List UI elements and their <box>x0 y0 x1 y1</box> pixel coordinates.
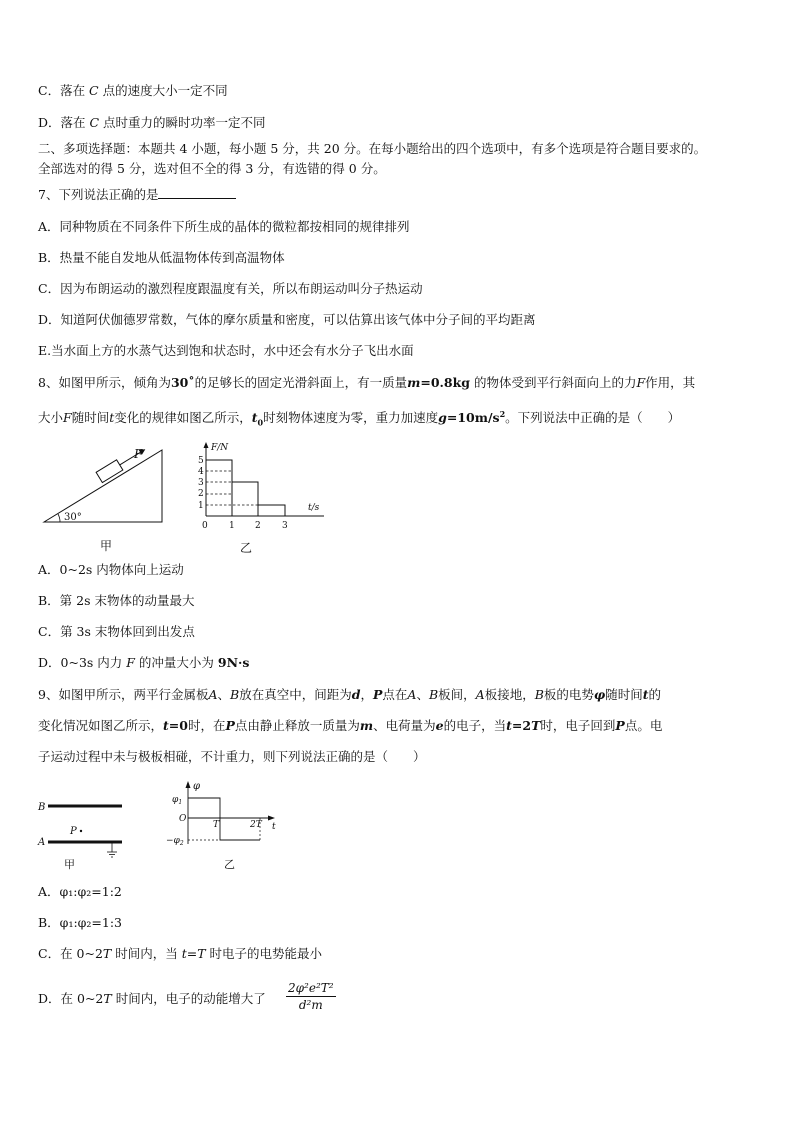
q9-option-c: C．在 0~2T 时间内，当 t=T 时电子的电势能最小 <box>38 946 323 961</box>
q9-stem-line2: 变化情况如图乙所示，t=0时，在P点由静止释放一质量为m、电荷量为e的电子，当t=2T时，电子回到P点。电 <box>38 718 663 733</box>
q8-figure-force-time-graph <box>194 440 344 558</box>
y-axis-label: φ <box>193 781 201 792</box>
q8-stem-line1: 8、如图甲所示，倾角为30˚的足够长的固定光滑斜面上，有一质量m=0.8kg 的物体受到平行斜面向上的力F作用，其 <box>38 375 696 390</box>
force-steps <box>206 460 285 516</box>
t2-label: 2T <box>250 820 262 830</box>
q6-option-c: C．落在 C 点的速度大小一定不同 <box>38 83 228 98</box>
q7-option-d: D．知道阿伏伽德罗常数，气体的摩尔质量和密度，可以估算出该气体中分子间的平均距离 <box>38 312 536 327</box>
q9-option-b: B．φ₁:φ₂=1:3 <box>38 915 123 930</box>
figure-caption-yi: 乙 <box>224 858 235 871</box>
q9-stem-line3: 子运动过程中未与极板相碰，不计重力，则下列说法正确的是（ ） <box>38 749 426 764</box>
figure-caption-jia: 甲 <box>64 858 75 871</box>
q9-stem-line1: 9、如图甲所示，两平行金属板A、B放在真空中，间距为d，P点在A、B板间，A板接地，B板的电势φ随时间t的 <box>38 687 662 702</box>
section2-line2: 全部选对的得 5 分，选对但不全的得 3 分，有选错的得 0 分。 <box>38 161 386 176</box>
q7-option-e: E.当水面上方的水蒸气达到饱和状态时，水中还会有水分子飞出水面 <box>38 343 414 358</box>
y-tick: 1 <box>198 501 204 511</box>
kinetic-energy-fraction <box>286 981 336 1012</box>
q8-stem-line2: 大小F随时间t变化的规律如图乙所示，$t_0$时刻物体速度为零，重力加速度$g=10m/s^2$。下列说法中正确的是（ ） <box>38 409 681 428</box>
origin-label: O <box>179 814 187 824</box>
q9-option-a: A．φ₁:φ₂=1:2 <box>38 884 122 899</box>
fraction-numerator: 2φ²e²T² <box>288 981 334 995</box>
x-axis-label: t <box>272 822 276 832</box>
q7-stem: 7、下列说法正确的是 <box>38 186 236 204</box>
x-tick: 1 <box>229 521 235 531</box>
y-axis-label: F/N <box>211 443 229 453</box>
x-axis-label: t/s <box>308 503 320 513</box>
q9-figure-plates <box>36 790 136 870</box>
q6-option-d: D．落在 C 点时重力的瞬时功率一定不同 <box>38 115 266 130</box>
q7-option-b: B．热量不能自发地从低温物体传到高温物体 <box>38 250 285 265</box>
plate-b-label: B <box>38 802 46 813</box>
q8-option-c: C．第 3s 末物体回到出发点 <box>38 624 195 639</box>
fraction-denominator: d²m <box>298 998 323 1012</box>
q9-figure-potential-time-graph <box>160 778 290 876</box>
y-tick: 4 <box>198 467 204 477</box>
y-tick: 5 <box>198 456 204 466</box>
phi1-label: $\varphi_1$ <box>172 795 183 806</box>
q8-option-d: D．0~3s 内力 F 的冲量大小为 9N·s <box>38 655 250 670</box>
x-tick: 2 <box>255 521 261 531</box>
phi2-label: $-\varphi_2$ <box>166 836 184 847</box>
block <box>96 460 123 483</box>
force-label: F <box>134 447 143 461</box>
q9-option-d: D．在 0~2T 时间内，电子的动能增大了 <box>38 991 266 1006</box>
angle-label: 30° <box>64 512 82 523</box>
t1-label: T <box>213 820 220 830</box>
point-p-label: P <box>70 826 77 837</box>
figure-caption-jia: 甲 <box>100 539 113 553</box>
q7-option-a: A．同种物质在不同条件下所生成的晶体的微粒都按相同的规律排列 <box>38 219 410 234</box>
point-p <box>80 830 82 832</box>
q8-option-b: B．第 2s 末物体的动量最大 <box>38 593 195 608</box>
q8-figure-incline <box>40 438 170 558</box>
answer-blank <box>158 186 236 199</box>
figure-caption-yi: 乙 <box>240 541 253 555</box>
x-tick: 3 <box>282 521 288 531</box>
potential-steps <box>188 798 260 840</box>
y-tick: 2 <box>198 489 204 499</box>
q8-option-a: A．0~2s 内物体向上运动 <box>38 562 184 577</box>
section2-line1: 二、多项选择题：本题共 4 小题，每小题 5 分，共 20 分。在每小题给出的四个选项中，有多个选项是符合题目要求的。 <box>38 141 707 156</box>
plate-a-label: A <box>38 837 46 848</box>
y-tick: 3 <box>198 478 204 488</box>
q7-option-c: C．因为布朗运动的激烈程度跟温度有关，所以布朗运动叫分子热运动 <box>38 281 423 296</box>
x-tick: 0 <box>202 521 208 531</box>
